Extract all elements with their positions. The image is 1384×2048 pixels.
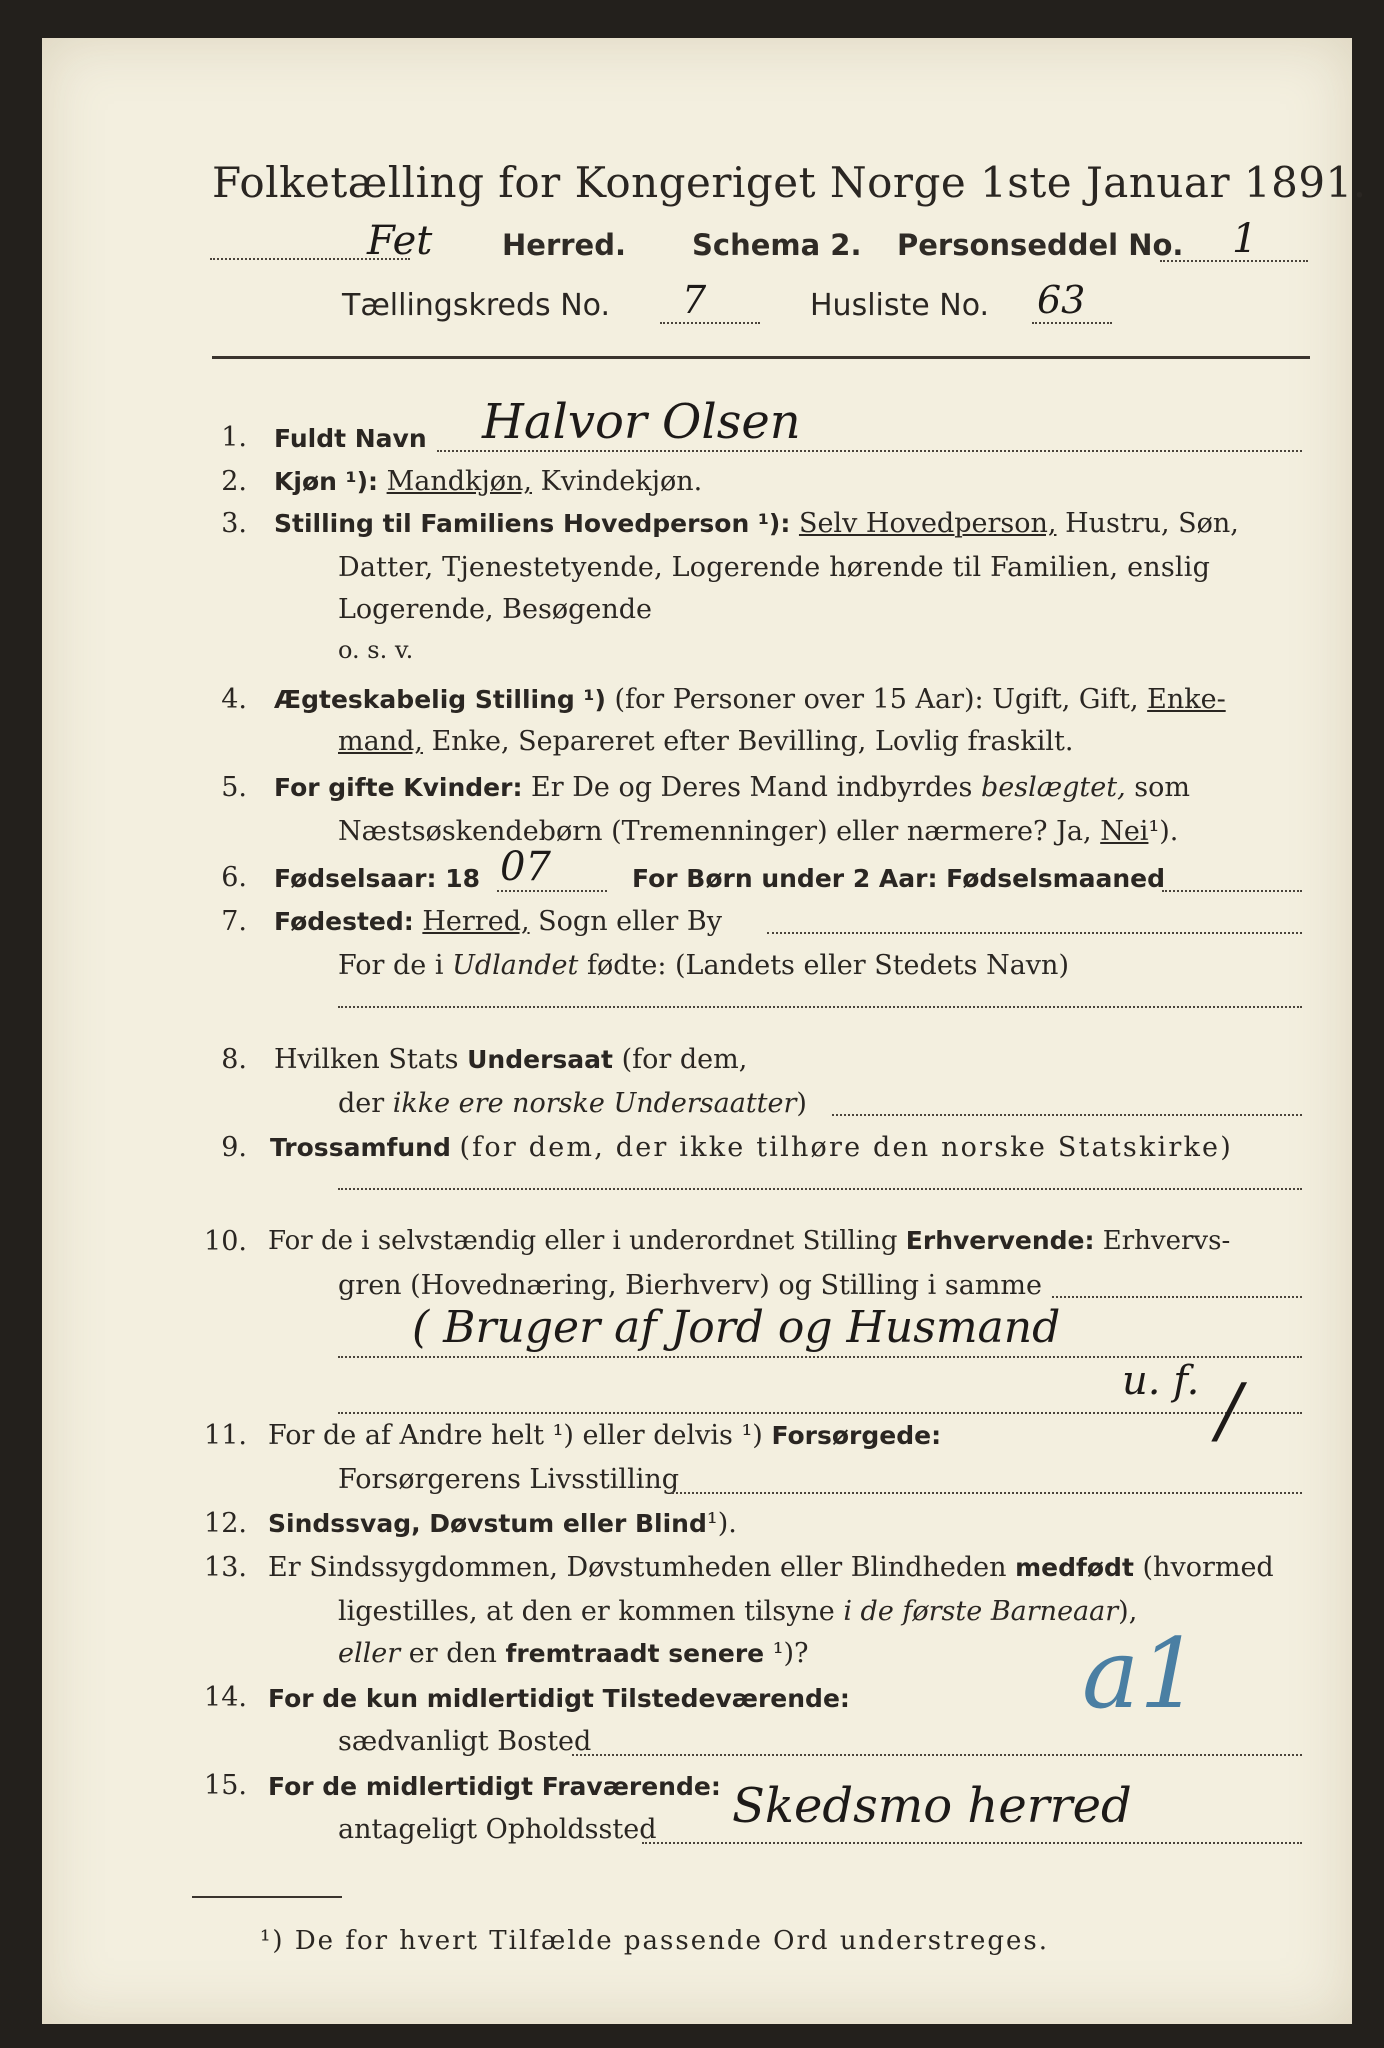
q6-month-line: [1162, 890, 1302, 892]
q4-number: 4.: [221, 684, 247, 715]
q3-options-line2: Datter, Tjenestetyende, Logerende hørende til Familien, enslig: [338, 552, 1211, 583]
q13-line3-italic: eller: [338, 1638, 401, 1669]
q13-line2b: ),: [1118, 1596, 1138, 1627]
q2-number: 2.: [221, 466, 247, 497]
q14-line2: sædvanligt Bosted: [338, 1726, 592, 1757]
q7-foreign-line: [338, 1006, 1302, 1008]
q3-options-line1: Hustru, Søn,: [1065, 508, 1239, 539]
q13-line2a: ligestilles, at den er kommen tilsyne: [338, 1596, 835, 1627]
q6-year-line: [497, 890, 607, 892]
q15-answer-line: [642, 1842, 1302, 1844]
personseddel-value: 1: [1232, 216, 1258, 262]
q14-label: For de kun midlertidigt Tilstedeværende:: [268, 1684, 850, 1713]
q13-line2-italic: i de første Barneaar: [843, 1596, 1119, 1627]
q10-number: 10.: [204, 1226, 247, 1257]
q15-answer: Skedsmo herred: [732, 1778, 1132, 1834]
q8-line1a: Hvilken Stats: [274, 1044, 459, 1075]
q1-answer-line: [437, 450, 1302, 452]
q4-options-line1: (for Personer over 15 Aar): Ugift, Gift,: [614, 684, 1139, 715]
q10-answer-line-1: [1052, 1296, 1302, 1298]
q11-answer-line: [672, 1492, 1302, 1494]
q3-label: Stilling til Familiens Hovedperson ¹):: [274, 509, 791, 538]
q13-line1b: (hvormed: [1142, 1552, 1274, 1583]
q2-label: Kjøn ¹):: [274, 467, 378, 496]
q5-line2: Næstsøskendebørn (Tremenninger) eller nærmere? Ja,: [338, 816, 1092, 847]
q2-option-selected: Mandkjøn,: [386, 466, 532, 497]
herred-value: Fet: [367, 218, 433, 264]
q3-options-line4: o. s. v.: [338, 636, 414, 664]
q5-beslaegtet: beslægtet,: [980, 772, 1126, 803]
q11-line2: Forsørgerens Livsstilling: [338, 1464, 680, 1495]
q4-option-selected-a: Enke-: [1147, 684, 1226, 715]
q3-option-selected: Selv Hovedperson,: [798, 508, 1057, 539]
footnote-rule: [192, 1896, 342, 1898]
q10-line2: gren (Hovednæring, Bierhverv) og Stilling i samme: [338, 1270, 1043, 1301]
q12-footnote-ref: ¹).: [706, 1508, 737, 1539]
q7-options: Sogn eller By: [538, 906, 722, 937]
q15-label: For de midlertidigt Fraværende:: [268, 1772, 721, 1801]
husliste-label: Husliste No.: [810, 288, 990, 323]
q7-option-selected: Herred,: [422, 906, 530, 937]
q7-label: Fødested:: [274, 907, 414, 936]
q8-number: 8.: [221, 1044, 247, 1075]
q8-undersaat: Undersaat: [467, 1045, 613, 1074]
q12-number: 12.: [204, 1508, 247, 1539]
form-title: Folketælling for Kongeriget Norge 1ste Januar 1891.: [212, 158, 1367, 207]
q7-number: 7.: [221, 906, 247, 937]
q8-line2-italic: ikke ere norske Undersaatter: [392, 1088, 797, 1119]
q7-line2a: For de i: [338, 950, 444, 981]
husliste-value: 63: [1037, 278, 1086, 322]
q9-label: Trossamfund: [270, 1133, 451, 1162]
husliste-field-line: [1032, 322, 1112, 324]
q14-mark: a1: [1082, 1618, 1201, 1730]
q5-number: 5.: [221, 772, 247, 803]
q4-option-selected-b: mand,: [338, 726, 423, 757]
q12-label: Sindssvag, Døvstum eller Blind: [268, 1509, 707, 1538]
q5-footnote-ref: ¹).: [1148, 816, 1179, 847]
taellingskreds-field-line: [660, 322, 760, 324]
q5-line1: Er De og Deres Mand indbyrdes: [531, 772, 973, 803]
q14-answer-line: [572, 1754, 1302, 1756]
census-form-page: Folketælling for Kongeriget Norge 1ste Januar 1891. Fet Herred. Schema 2. Personseddel No. 1 Tællingskreds No. 7 Husliste No. 63 1. Fuldt Navn Halvor Olsen 2. Kjøn ¹): Mandkjøn, Kvindekjøn. 3. Stilling til Familiens Hovedperson ¹): Selv Hovedperson, Hustru, Søn, Datter, Tjenestetyende, Logerende hørende til Familien, enslig Logerende, Besøgende o. s. v. 4. Ægteskabelig Stilling ¹) (for Personer over 15 Aar): Ugift, Gift, Enke- mand, Enke, Separeret efter Bevilling, Lovlig fraskilt. 5. For gifte Kvinder: Er De og Deres Mand indbyrdes beslægtet, som Næstsøskendebørn (Tremenninger) eller nærmere? Ja, Nei¹). 6. Fødselsaar: 18 07 For Børn under 2 Aar: Fødselsmaaned 7. Fødested: Herred, Sogn eller By For de i Udlandet fødte: (Landets eller Stedets Navn) 8. Hvilken Stats Undersaat (for dem, der ikke ere norske Undersaatter) 9. Trossamfund (for dem, der ikke tilhøre den norske Statskirke) 10. For de i selvstændig eller i underordnet Stilling Erhvervende: Erhvervs- gren (Hovednæring, Bierhverv) og Stilling i samme ( Bruger af Jord og Husmand u. f. 11. For de af Andre helt ¹) eller delvis ¹) Forsørgede: / Forsørgerens Livsstilling 12. Sindssvag, Døvstum eller Blind¹). 13. Er Sindssygdommen, Døvstumheden eller Blindheden medfødt (hvormed ligestilles, at den er kommen tilsyne i de første Barneaar), eller er den fremtraadt senere ¹)? 14. For de kun midlertidigt Tilstedeværende: a1 sædvanligt Bosted 15. For de midlertidigt Fraværende: antageligt Opholdssted Skedsmo herred ¹) De for hvert Tilfælde passende Ord understreges.: [42, 38, 1352, 2024]
q10-erhvervende: Erhvervende:: [905, 1226, 1095, 1255]
q1-label: Fuldt Navn: [274, 424, 427, 453]
q4-label: Ægteskabelig Stilling ¹): [274, 685, 606, 714]
q7-line2b: fødte: (Landets eller Stedets Navn): [586, 950, 1069, 981]
q7-answer-line: [767, 932, 1302, 934]
q5-som: som: [1134, 772, 1190, 803]
q3-number: 3.: [221, 508, 247, 539]
herred-label: Herred.: [502, 228, 626, 262]
q4-options-line2: Enke, Separeret efter Bevilling, Lovlig fraskilt.: [431, 726, 1074, 757]
q11-forsorgede: Forsørgede:: [771, 1421, 942, 1450]
q6-year-answer: 07: [500, 844, 551, 890]
q5-label: For gifte Kvinder:: [274, 773, 523, 802]
q8-line2a: der: [338, 1088, 385, 1119]
q13-fremtraadt: fremtraadt senere: [505, 1639, 765, 1668]
q10-line1a: For de i selvstændig eller i underordnet Stilling: [268, 1226, 898, 1256]
footnote: ¹) De for hvert Tilfælde passende Ord understreges.: [260, 1926, 1050, 1956]
q9-text: (for dem, der ikke tilhøre den norske Statskirke): [459, 1132, 1233, 1163]
q13-line3b: ¹)?: [772, 1638, 809, 1669]
q11-line1a: For de af Andre helt ¹) eller delvis ¹): [268, 1420, 763, 1451]
taellingskreds-label: Tællingskreds No.: [342, 288, 610, 323]
q11-mark: /: [1217, 1368, 1242, 1452]
q15-line2: antageligt Opholdssted: [338, 1814, 657, 1845]
q10-answer: ( Bruger af Jord og Husmand: [412, 1302, 1061, 1353]
q6-number: 6.: [221, 862, 247, 893]
header-rule: [212, 356, 1310, 359]
q9-answer-line: [338, 1188, 1302, 1190]
schema-label: Schema 2.: [692, 228, 862, 262]
q2-option: Kvindekjøn.: [540, 466, 703, 497]
q5-option-selected: Nei: [1100, 816, 1149, 847]
q13-number: 13.: [204, 1552, 247, 1583]
q1-answer: Halvor Olsen: [482, 394, 801, 450]
q3-options-line3: Logerende, Besøgende: [338, 594, 652, 625]
q1-number: 1.: [221, 422, 247, 453]
q15-number: 15.: [204, 1770, 247, 1801]
q11-number: 11.: [204, 1420, 247, 1451]
q13-medfodt: medfødt: [1015, 1553, 1134, 1582]
q8-answer-line: [832, 1114, 1302, 1116]
q10-line1b: Erhvervs-: [1102, 1226, 1231, 1256]
personseddel-label: Personseddel No.: [897, 228, 1184, 262]
taellingskreds-value: 7: [682, 278, 707, 322]
q10-answer-2: u. f.: [1122, 1358, 1200, 1404]
q7-udlandet: Udlandet: [452, 950, 579, 981]
q13-line3a: er den: [408, 1638, 497, 1669]
q8-line1b: (for dem,: [621, 1044, 748, 1075]
q14-number: 14.: [204, 1682, 247, 1713]
q13-line1a: Er Sindssygdommen, Døvstumheden eller Blindheden: [268, 1552, 1007, 1583]
q10-answer-line-3: [338, 1412, 1302, 1414]
q6-label: Fødselsaar: 18: [274, 864, 480, 893]
q9-number: 9.: [221, 1132, 247, 1163]
q6-label-2: For Børn under 2 Aar: Fødselsmaaned: [632, 864, 1166, 893]
